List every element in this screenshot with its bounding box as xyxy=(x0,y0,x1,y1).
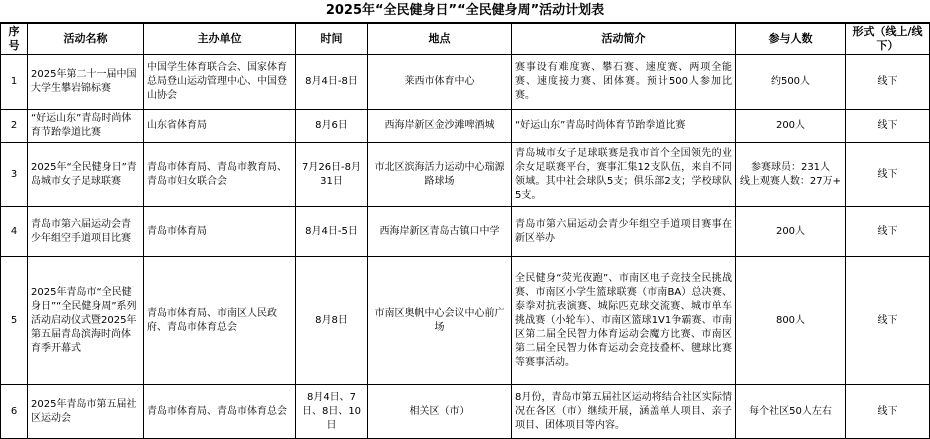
row-intro: 赛事设有难度赛、攀石赛、速度赛、两项全能赛、速度接力赛、团体赛。预计500人参加比赛。 xyxy=(512,55,736,110)
row-no: 6 xyxy=(1,385,28,439)
row-name: 2025年青岛市第五届社区运动会 xyxy=(28,385,144,439)
row-time: 8月4日-5日 xyxy=(296,207,368,257)
row-host: 青岛市体育局 xyxy=(144,207,296,257)
row-time: 7月26日-8月31日 xyxy=(296,143,368,207)
row-place: 市南区奥帆中心会议中心前广场 xyxy=(368,257,512,385)
row-name: 2025年“全民健身日”青岛城市女子足球联赛 xyxy=(28,143,144,207)
row-place: 市北区滨海活力运动中心瑞源路球场 xyxy=(368,143,512,207)
row-no: 1 xyxy=(1,55,28,110)
row-time: 8月4日、7日、8日、10日 xyxy=(296,385,368,439)
table-row xyxy=(1,55,930,110)
header-people: 参与人数 xyxy=(736,24,846,55)
row-people: 800人 xyxy=(736,257,846,385)
header-time: 时间 xyxy=(296,24,368,55)
row-place: 相关区（市） xyxy=(368,385,512,439)
row-place: 西海岸新区金沙滩啤酒城 xyxy=(368,110,512,143)
row-host: 青岛市体育局、市南区人民政府、青岛市体育总会 xyxy=(144,257,296,385)
row-mode: 线下 xyxy=(846,257,930,385)
header-mode: 形式（线上/线下） xyxy=(846,24,930,55)
row-host: 山东省体育局 xyxy=(144,110,296,143)
row-people: 每个社区50人左右 xyxy=(736,385,846,439)
row-intro: 8月份，青岛市第五届社区运动将结合社区实际情况在各区（市）继续开展，涵盖单人项目、亲子项目、团体项目等内容。 xyxy=(512,385,736,439)
row-people: 参赛球员：231人 线上观赛人数：27万+ xyxy=(736,143,846,207)
row-no: 5 xyxy=(1,257,28,385)
row-name: 2025年青岛市“全民健身日”“全民健身周”系列活动启动仪式暨2025年第五届青岛滨海时尚体育季开幕式 xyxy=(28,257,144,385)
row-intro: 青岛市第六届运动会青少年组空手道项目赛事在新区举办 xyxy=(512,207,736,257)
row-time: 8月4日-8日 xyxy=(296,55,368,110)
table-row xyxy=(1,110,930,143)
row-mode: 线下 xyxy=(846,207,930,257)
row-intro: 全民健身“荧光夜跑”、市南区电子竞技全民挑战赛、市南区小学生篮球联赛（市南BA）总决赛、泰拳对抗表演赛、城际匹克球交流赛、城市单车挑战赛（小轮车）、市南区篮球1V1争霸赛、市南区第二届全民智力体育运动会魔方比赛、市南区第二届全民智力体育运动会竞技叠杯、毽球比赛等赛事活动。 xyxy=(512,257,736,385)
table-title: 2025年“全民健身日”“全民健身周”活动计划表 xyxy=(0,0,930,23)
row-name: 2025年第二十一届中国大学生攀岩锦标赛 xyxy=(28,55,144,110)
row-name: 青岛市第六届运动会青少年组空手道项目比赛 xyxy=(28,207,144,257)
row-time: 8月6日 xyxy=(296,110,368,143)
row-people: 约500人 xyxy=(736,55,846,110)
row-no: 4 xyxy=(1,207,28,257)
row-mode: 线下 xyxy=(846,110,930,143)
header-intro: 活动简介 xyxy=(512,24,736,55)
activity-plan-table xyxy=(0,23,930,439)
row-name: “好运山东”青岛时尚体育节跆拳道比赛 xyxy=(28,110,144,143)
row-intro: “好运山东”青岛时尚体育节跆拳道比赛 xyxy=(512,110,736,143)
row-place: 西海岸新区青岛古镇口中学 xyxy=(368,207,512,257)
table-row xyxy=(1,385,930,439)
row-intro: 青岛城市女子足球联赛是我市首个全国领先的业余女足联赛平台，赛事汇集12支队伍，来自不同领域。其中社会球队5支；俱乐部2支；学校球队5支。 xyxy=(512,143,736,207)
row-host: 青岛市体育局、青岛市体育总会 xyxy=(144,385,296,439)
table-row xyxy=(1,257,930,385)
row-no: 3 xyxy=(1,143,28,207)
row-host: 青岛市体育局、青岛市教育局、青岛市妇女联合会 xyxy=(144,143,296,207)
row-place: 莱西市体育中心 xyxy=(368,55,512,110)
row-no: 2 xyxy=(1,110,28,143)
table-row xyxy=(1,207,930,257)
header-row xyxy=(1,24,930,55)
row-time: 8月8日 xyxy=(296,257,368,385)
header-name: 活动名称 xyxy=(28,24,144,55)
table-row xyxy=(1,143,930,207)
row-people: 200人 xyxy=(736,207,846,257)
header-place: 地点 xyxy=(368,24,512,55)
row-people: 200人 xyxy=(736,110,846,143)
header-no: 序号 xyxy=(1,24,28,55)
header-host: 主办单位 xyxy=(144,24,296,55)
row-mode: 线下 xyxy=(846,143,930,207)
row-mode: 线下 xyxy=(846,55,930,110)
row-host: 中国学生体育联合会、国家体育总局登山运动管理中心、中国登山协会 xyxy=(144,55,296,110)
row-mode: 线下 xyxy=(846,385,930,439)
